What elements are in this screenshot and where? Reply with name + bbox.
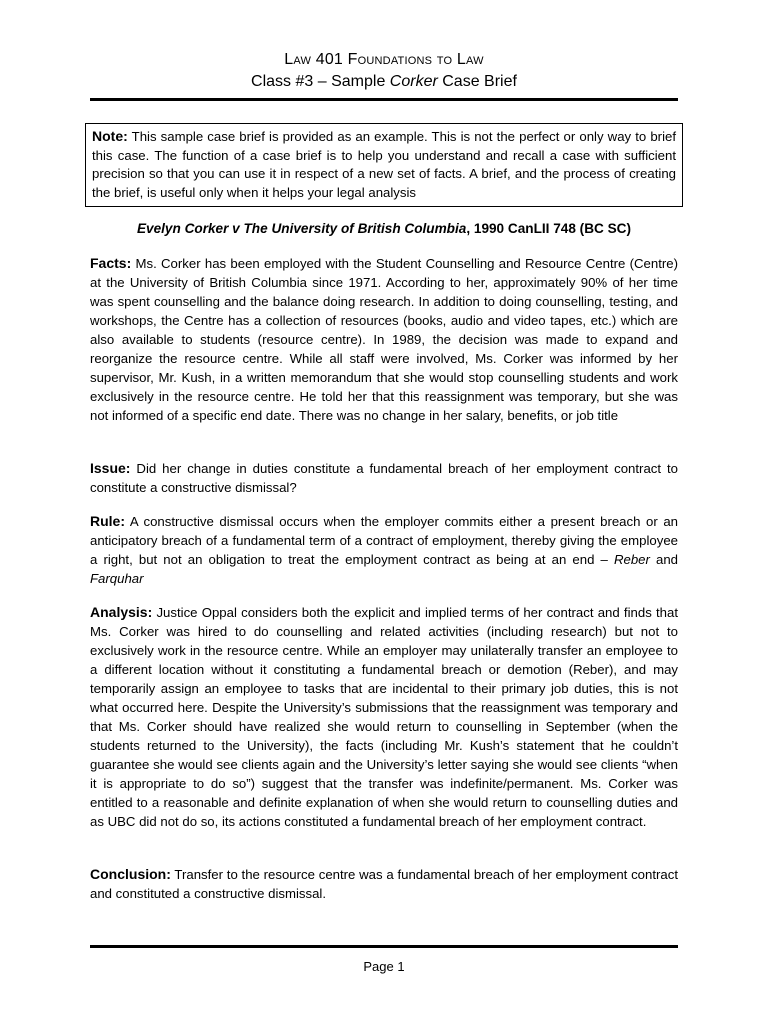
rule-and: and (649, 552, 679, 567)
issue-text: Did her change in duties constitute a fundamental breach of her employment contract to constitute a constructive dismissal? (90, 461, 678, 495)
case-citation-text: , 1990 CanLII 748 (BC SC) (466, 221, 632, 236)
issue-section (90, 459, 678, 497)
class-title-suffix: Case Brief (437, 73, 517, 90)
conclusion-label: Conclusion: (90, 866, 171, 882)
facts-text: Ms. Corker has been employed with the Student Counselling and Resource Centre (Centre) at the University of British Columbia since 1971. According to her, approximately 90% of her time was spent counselling and the balance doing research. In addition to doing counselling, testing, and workshops, the Centre has a collection of resources (books, audio and video tapes, etc.) which are also available to students (resource centre). In 1989, the decision was made to expand and reorganize the resource centre. While all staff were involved, Ms. Corker was informed by her supervisor, Mr. Kush, in a written memorandum that she would stop counselling students and work exclusively in the resource centre. He told her that this reassignment was temporary, but she was not informed of a specific end date. There was no change in her salary, benefits, or job title (90, 256, 678, 423)
facts-label: Facts: (90, 255, 132, 271)
facts-section (90, 254, 678, 425)
rule-label: Rule: (90, 513, 125, 529)
conclusion-text: Transfer to the resource centre was a fundamental breach of her employment contract and constituted a constructive dismissal. (90, 867, 678, 901)
footer-divider (90, 945, 678, 948)
analysis-section (90, 603, 678, 831)
page-number: Page 1 (363, 959, 405, 974)
course-title: Law 401 Foundations to Law (284, 51, 484, 68)
note-text: This sample case brief is provided as an example. This is not the perfect or only way to brief this case. The function of a case brief is to help you understand and recall a case with sufficient precision so that you can use it in respect of a new set of facts. A brief, and the process of creating the brief, is useful only when it helps your legal analysis (92, 129, 676, 200)
note-label: Note: (92, 128, 128, 144)
issue-label: Issue: (90, 460, 131, 476)
case-name: Evelyn Corker v The University of British Columbia (136, 221, 467, 236)
page-header (90, 50, 678, 92)
class-title (90, 72, 678, 92)
rule-case-reber: Reber (613, 552, 650, 567)
rule-case-farquhar: Farquhar (90, 571, 144, 586)
rule-text: A constructive dismissal occurs when the employer commits either a present breach or an anticipatory breach of a fundamental term of a contract of employment, thereby giving the employee a right, but not an obligation to treat the employment contract as being at an end – (90, 514, 678, 567)
class-title-prefix: Class #3 – Sample (251, 73, 390, 90)
note-box (85, 123, 683, 207)
rule-section (90, 512, 678, 588)
analysis-text: Justice Oppal considers both the explicit and implied terms of her contract and finds that Ms. Corker was hired to do counselling and related activities (including research) but not to exclusively work in the resource centre. While an employer may unilaterally transfer an employee to a different location without it constituting a fundamental breach or demotion (Reber), and may temporarily assign an employee to tasks that are incidental to their primary job duties, this is not what occurred here. Despite the University’s submissions that the reassignment was temporary and that Ms. Corker should have realized she would return to counselling in September (when the students returned to the University), the facts (including Mr. Kush’s statement that he couldn’t guarantee she would see clients again and the University’s letter saying she would see clients “when it is appropriate to do so”) suggest that the transfer was indefinite/permanent. Ms. Corker was entitled to a reasonable and definite explanation of when she would return to counselling duties and as UBC did not do so, its actions constituted a fundamental breach of her employment contract. (90, 605, 678, 829)
header-divider (90, 98, 678, 101)
analysis-label: Analysis: (90, 604, 153, 620)
case-citation (90, 219, 678, 239)
class-title-case-name: Corker (389, 73, 438, 90)
conclusion-section (90, 865, 678, 903)
